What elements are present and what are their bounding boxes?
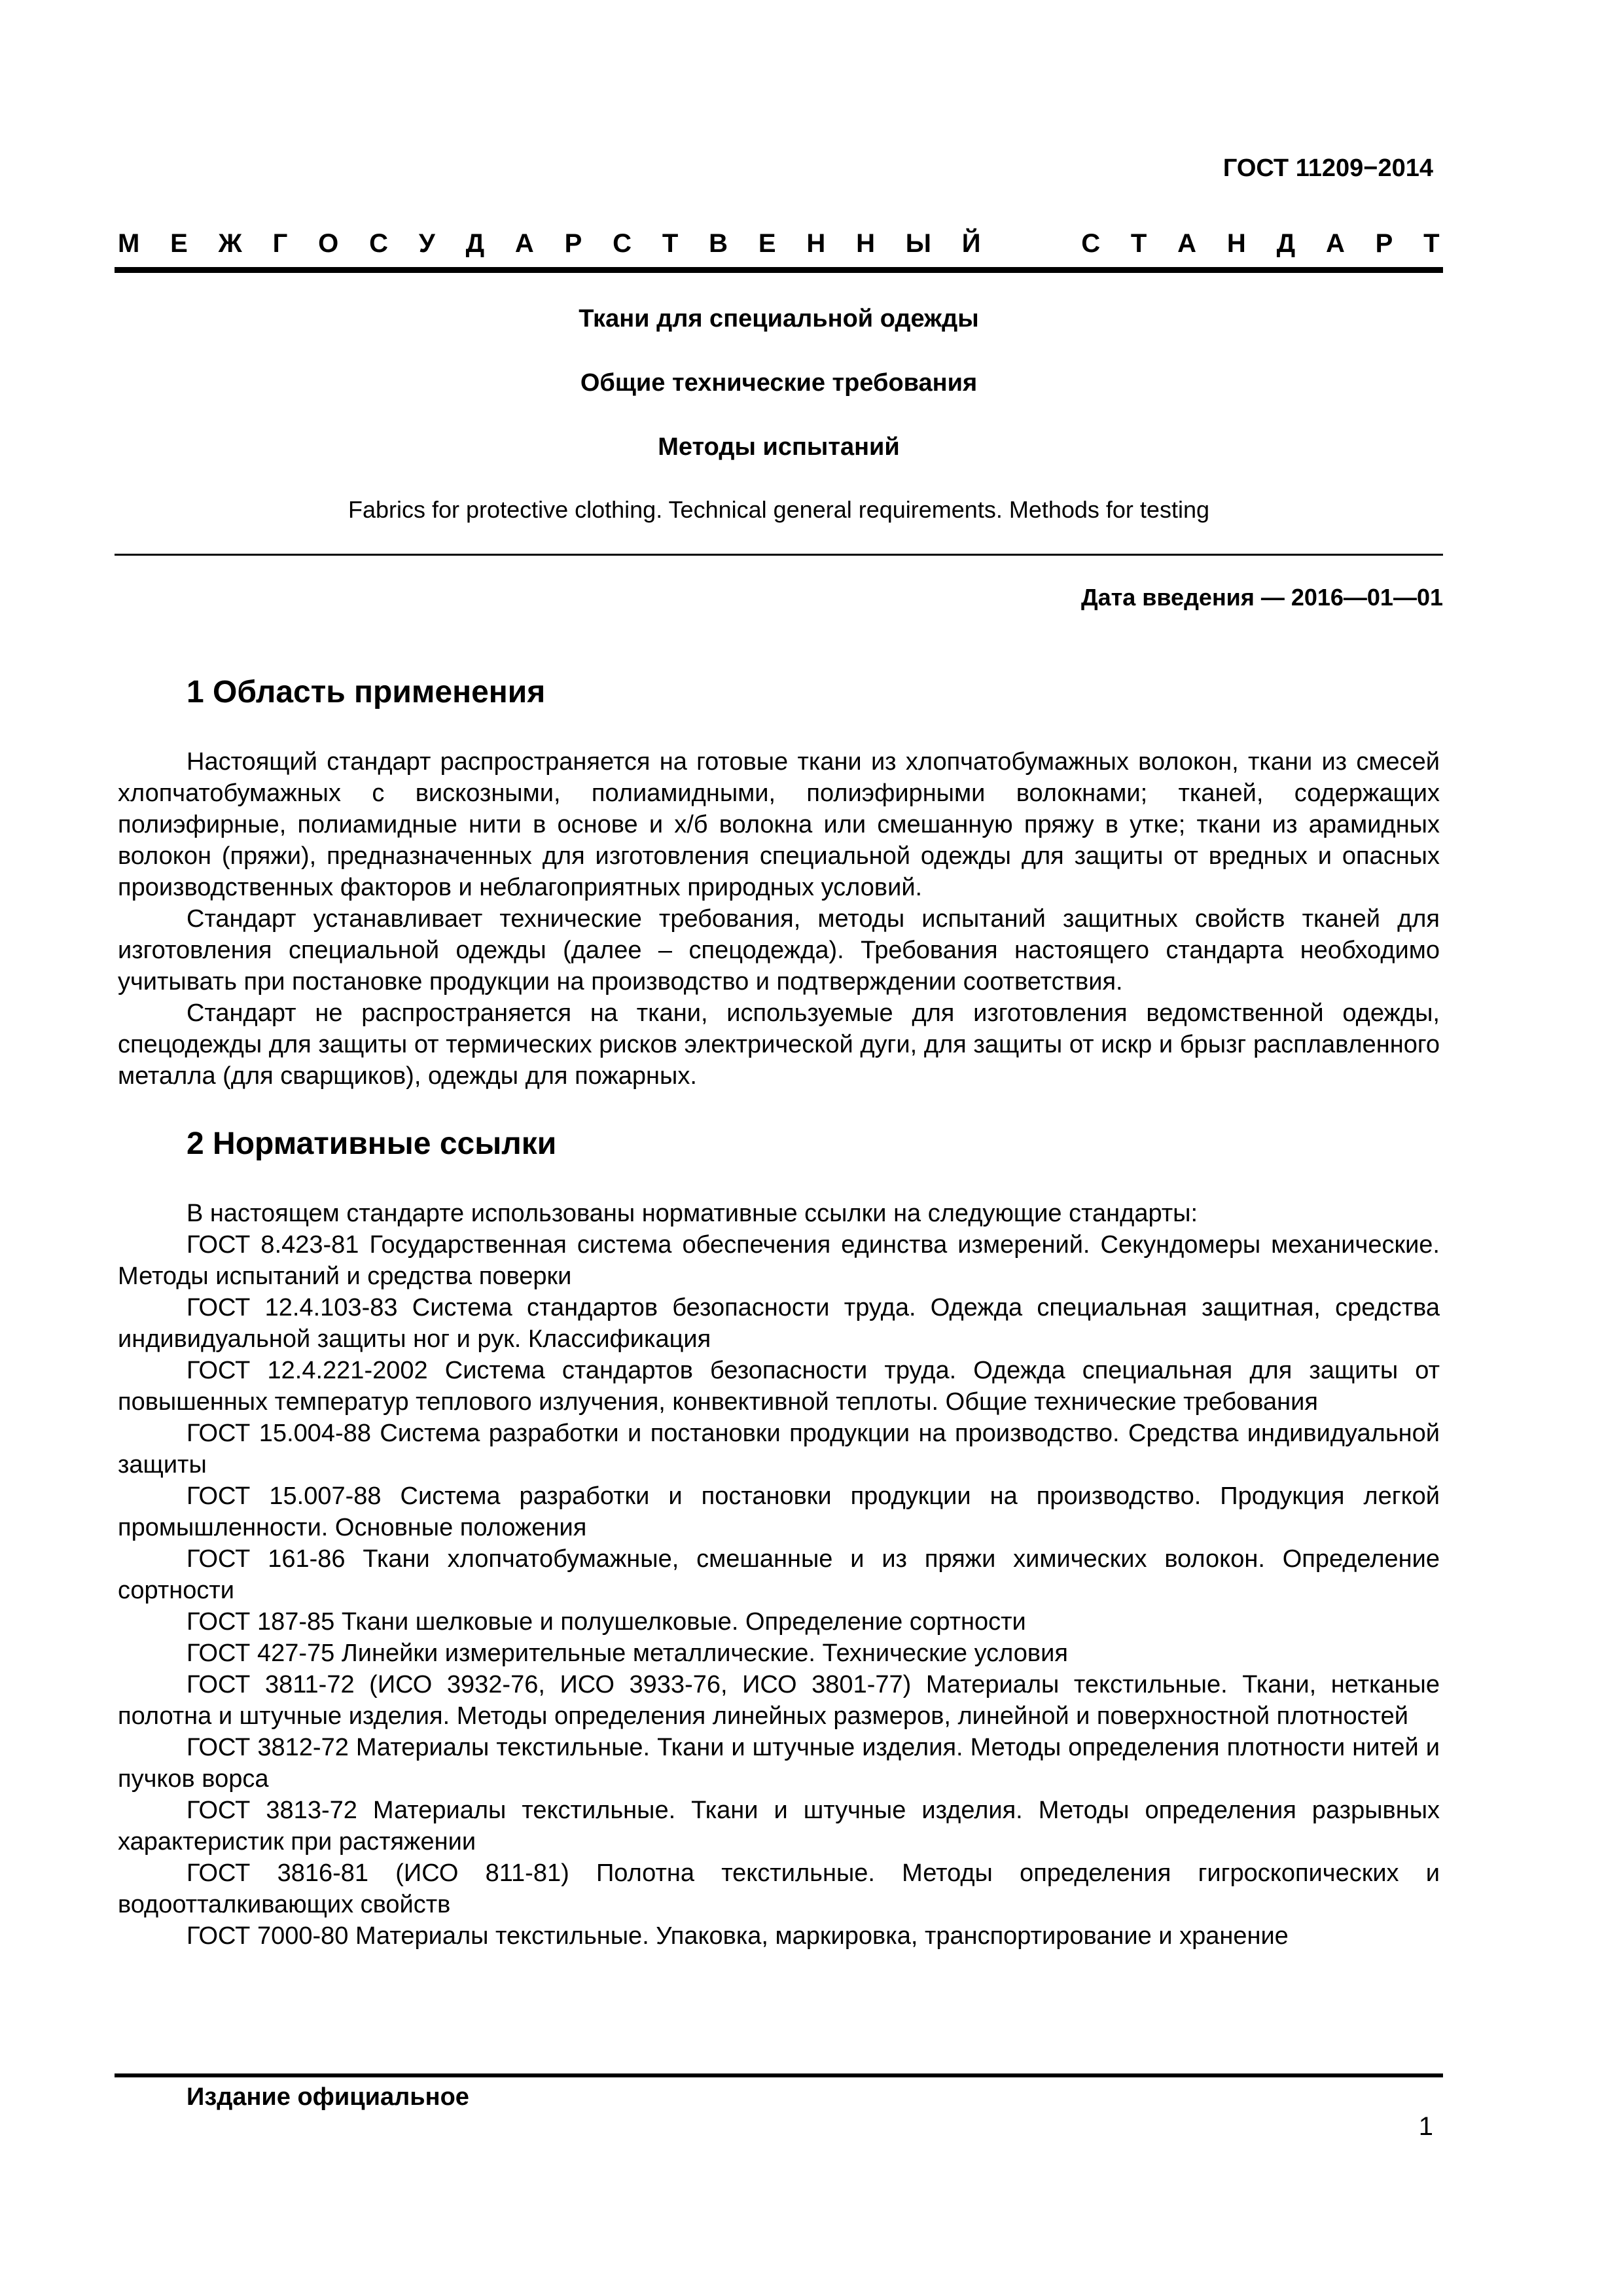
banner-letter: Р xyxy=(564,229,582,258)
paragraph: Стандарт устанавливает технические требования, методы испытаний защитных свойств тканей для изготовления специальной одежды (далее – спецодежда). Требования настоящего стандарта необходимо учитывать при постановке продукции на производство и подтверждении соответствия. xyxy=(118,905,1440,996)
banner-gap xyxy=(1011,229,1050,259)
reference-item: ГОСТ 3813-72 Материалы текстильные. Ткани и штучные изделия. Методы определения разрывных характеристик при растяжении xyxy=(118,1797,1440,1856)
section-references-body xyxy=(118,1198,1440,1952)
banner-letter: Е xyxy=(170,229,188,258)
reference-item: ГОСТ 12.4.103-83 Система стандартов безопасности труда. Одежда специальная защитная, средства индивидуальной защиты ног и рук. Классификация xyxy=(118,1294,1440,1353)
banner-letter: Г xyxy=(272,229,288,258)
banner-letter: А xyxy=(1177,229,1197,258)
document-subtitle-methods: Методы испытаний xyxy=(658,433,900,461)
banner-letter: Н xyxy=(806,229,826,258)
banner-letter: Н xyxy=(856,229,875,258)
reference-item: ГОСТ 8.423-81 Государственная система обеспечения единства измерений. Секундомеры механические. Методы испытаний и средства поверки xyxy=(118,1231,1440,1290)
banner-letter: М xyxy=(118,229,140,258)
reference-item: ГОСТ 427-75 Линейки измерительные металлические. Технические условия xyxy=(187,1640,1068,1667)
header-divider xyxy=(115,267,1443,273)
banner-letter: У xyxy=(418,229,435,258)
banner-letter: В xyxy=(709,229,728,258)
official-edition-label: Издание официальное xyxy=(187,2083,469,2111)
banner-letter: Й xyxy=(961,229,981,258)
banner-letter: Ж xyxy=(218,229,242,258)
banner-letter: А xyxy=(514,229,534,258)
document-number: ГОСТ 11209−2014 xyxy=(1222,154,1433,182)
reference-item: ГОСТ 187-85 Ткани шелковые и полушелковые. Определение сортности xyxy=(187,1608,1026,1636)
reference-item: ГОСТ 15.007-88 Система разработки и постановки продукции на производство. Продукция легкой промышленности. Основные положения xyxy=(118,1482,1440,1541)
section-heading-references: 2 Нормативные ссылки xyxy=(187,1126,557,1161)
banner-letter: Е xyxy=(758,229,776,258)
reference-item: ГОСТ 7000-80 Материалы текстильные. Упаковка, маркировка, транспортирование и хранение xyxy=(187,1922,1289,1950)
banner-letter: Д xyxy=(465,229,485,258)
references-intro: В настоящем стандарте использованы нормативные ссылки на следующие стандарты: xyxy=(187,1200,1198,1227)
footer-divider xyxy=(115,2073,1443,2077)
banner-letter: Р xyxy=(1375,229,1393,258)
banner-letter: Т xyxy=(1423,229,1440,258)
reference-item: ГОСТ 15.004-88 Система разработки и постановки продукции на производство. Средства индивидуальной защиты xyxy=(118,1420,1440,1479)
reference-item: ГОСТ 161-86 Ткани хлопчатобумажные, смешанные и из пряжи химических волокон. Определение сортности xyxy=(118,1545,1440,1604)
paragraph: Настоящий стандарт распространяется на готовые ткани из хлопчатобумажных волокон, ткани из смесей хлопчатобумажных с вискозными, полиамидными, полиэфирными волокнами; тканей, содержащих полиэфирные, полиамидные нити в основе и х/б волокна или смешанную пряжу в утке; ткани из арамидных волокон (пряжи), предназначенных для изготовления специальной одежды для защиты от вредных и опасных производственных факторов и неблагоприятных природных условий. xyxy=(118,748,1440,901)
banner-letter: С xyxy=(613,229,632,258)
page-number: 1 xyxy=(1418,2112,1433,2141)
document-subtitle: Общие технические требования xyxy=(580,369,978,397)
banner-letter: О xyxy=(318,229,339,258)
reference-item: ГОСТ 12.4.221-2002 Система стандартов безопасности труда. Одежда специальная для защиты от повышенных температур теплового излучения, конвективной теплоты. Общие технические требования xyxy=(118,1357,1440,1416)
section-scope-body xyxy=(118,746,1440,1092)
document-title: Ткани для специальной одежды xyxy=(579,305,979,332)
banner-letter: С xyxy=(1081,229,1101,258)
paragraph: Стандарт не распространяется на ткани, используемые для изготовления ведомственной одежды, спецодежды для защиты от термических рисков электрической дуги, для защиты от искр и брызг расплавленного металла (для сварщиков), одежды для пожарных. xyxy=(118,999,1440,1090)
section-heading-scope: 1 Область применения xyxy=(187,675,546,709)
title-divider xyxy=(115,554,1443,556)
standard-type-banner xyxy=(118,229,1440,259)
banner-letter: Т xyxy=(1130,229,1147,258)
banner-letter: Ы xyxy=(905,229,931,258)
english-title: Fabrics for protective clothing. Technical general requirements. Methods for testing xyxy=(348,496,1209,523)
banner-letter: Т xyxy=(662,229,679,258)
banner-letter: С xyxy=(369,229,389,258)
reference-item: ГОСТ 3812-72 Материалы текстильные. Ткани и штучные изделия. Методы определения плотности нитей и пучков ворса xyxy=(118,1734,1440,1793)
reference-item: ГОСТ 3811-72 (ИСО 3932-76, ИСО 3933-76, ИСО 3801-77) Материалы текстильные. Ткани, нетканые полотна и штучные изделия. Методы определения линейных размеров, линейной и поверхностной плотностей xyxy=(118,1671,1440,1730)
banner-letter: А xyxy=(1325,229,1345,258)
reference-item: ГОСТ 3816-81 (ИСО 811-81) Полотна текстильные. Методы определения гигроскопических и водоотталкивающих свойств xyxy=(118,1859,1440,1918)
banner-letter: Д xyxy=(1276,229,1296,258)
banner-letter: Н xyxy=(1226,229,1246,258)
introduction-date: Дата введения — 2016—01—01 xyxy=(1080,584,1443,611)
